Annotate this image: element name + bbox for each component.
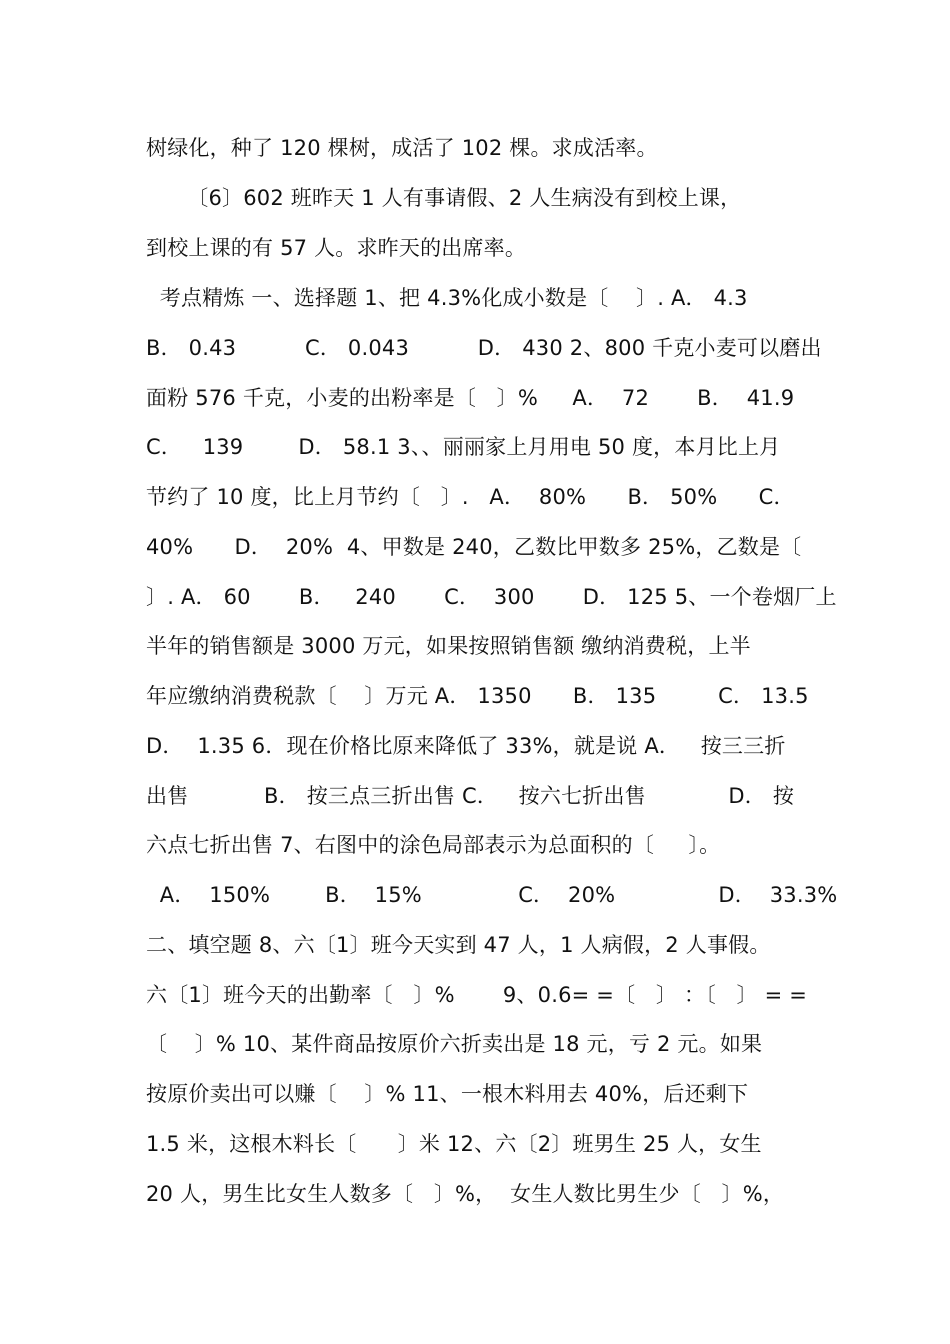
text-line: 六点七折出售 7、右图中的涂色局部表示为总面积的〔 〕。 (146, 833, 721, 857)
text-line: 节约了 10 度，比上月节约〔 〕. A． 80% B． 50% C． (146, 485, 795, 509)
text-line: A． 150% B． 15% C． 20% D． 33.3% (146, 883, 838, 907)
text-line: 到校上课的有 57 人。求昨天的出席率。 (146, 236, 527, 260)
text-line: C． 139 D． 58.1 3、、丽丽家上月用电 50 度，本月比上月 (146, 435, 781, 459)
text-line: 六〔1〕班今天的出勤率〔 〕% 9、0.6= =〔 〕 ：〔 〕 = = (146, 983, 808, 1007)
text-line: 〔6〕602 班昨天 1 人有事请假、2 人生病没有到校上课， (146, 186, 742, 210)
text-line: B． 0.43 C． 0.043 D． 430 2、800 千克小麦可以磨出 (146, 336, 822, 360)
text-line: 年应缴纳消费税款〔 〕万元 A． 1350 B． 135 C． 13.5 (146, 684, 809, 708)
text-line: 〕. A． 60 B． 240 C． 300 D． 125 5、一个卷烟厂上 (146, 585, 837, 609)
text-line: 二、填空题 8、六〔1〕班今天实到 47 人，1 人病假，2 人事假。 (146, 933, 771, 957)
text-line: 考点精炼 一、选择题 1、把 4.3%化成小数是〔 〕. A． 4.3 (146, 286, 748, 310)
text-line: D． 1.35 6．现在价格比原来降低了 33%，就是说 A． 按三三折 (146, 734, 786, 758)
text-line: 40% D． 20% 4、甲数是 240，乙数比甲数多 25%，乙数是〔 (146, 535, 802, 559)
text-line: 出售 B． 按三点三折出售 C． 按六七折出售 D． 按 (146, 784, 795, 808)
text-line: 〔 〕% 10、某件商品按原价六折卖出是 18 元，亏 2 元。如果 (146, 1032, 763, 1056)
text-line: 按原价卖出可以赚〔 〕% 11、一根木料用去 40%，后还剩下 (146, 1082, 749, 1106)
text-line: 面粉 576 千克，小麦的出粉率是〔 〕% A． 72 B． 41.9 (146, 386, 795, 410)
text-line: 20 人，男生比女生人数多〔 〕%， 女生人数比男生少〔 〕%， (146, 1182, 785, 1206)
text-line: 1.5 米，这根木料长〔 〕米 12、六〔2〕班男生 25 人，女生 (146, 1132, 762, 1156)
text-line: 半年的销售额是 3000 万元，如果按照销售额 缴纳消费税，上半 (146, 634, 751, 658)
text-line: 树绿化，种了 120 棵树，成活了 102 棵。求成活率。 (146, 136, 658, 160)
